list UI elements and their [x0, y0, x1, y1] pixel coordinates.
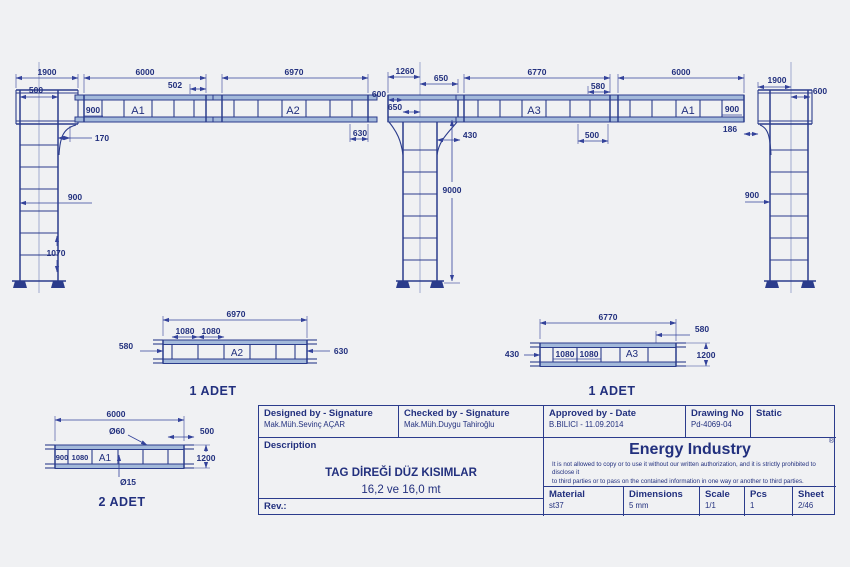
right-column-rungs [770, 150, 808, 260]
dim-det3-1200: 1200 [696, 350, 716, 360]
company-cell [544, 438, 836, 487]
dim-right-900-col: 900 [744, 190, 760, 200]
approved-by-value: B.BILICI - 11.09.2014 [549, 420, 624, 429]
company-name: Energy Industry [629, 441, 751, 458]
dim-det2-1080a: 1080 [175, 326, 195, 336]
dimensions-value: 5 mm [629, 501, 649, 510]
sheet-label: Sheet [798, 489, 824, 500]
revision-cell [259, 499, 544, 516]
scale-label: Scale [705, 489, 730, 500]
approved-by-label: Approved by - Date [549, 408, 637, 419]
registered-trademark-icon: ® [828, 438, 834, 445]
dim-left-6970: 6970 [284, 67, 304, 77]
dim-right-6770: 6770 [527, 67, 547, 77]
material-cell [544, 487, 624, 516]
title-block [258, 405, 835, 515]
dim-right-186: 186 [722, 124, 738, 134]
dim-mid-650-side: 650 [387, 102, 403, 112]
part-label-a2-detail: A2 [230, 348, 244, 359]
designed-by-cell [259, 406, 399, 438]
disclaimer-line1: It is not allowed to copy or to use it without our written authorization, and it is strictly prohibited to disclose it [552, 461, 816, 477]
dim-det2-6970: 6970 [226, 309, 246, 319]
dim-det1-dia15: Ø15 [119, 477, 137, 487]
part-label-a1-right: A1 [681, 105, 695, 117]
right-gantry [456, 62, 827, 293]
detail-a3 [505, 312, 716, 398]
part-label-a3-top: A3 [527, 105, 541, 117]
dim-det1-1200: 1200 [196, 453, 216, 463]
pcs-value: 1 [750, 501, 755, 510]
dim-mid-430: 430 [462, 130, 478, 140]
drawing-no-label: Drawing No [691, 408, 744, 419]
left-gantry [12, 62, 377, 293]
designed-by-label: Designed by - Signature [264, 408, 373, 419]
dim-det1-dia60: Ø60 [108, 426, 126, 436]
dim-det2-1080b: 1080 [201, 326, 221, 336]
quantity-a1: 2 ADET [98, 495, 146, 509]
material-label: Material [549, 489, 585, 500]
dim-right-6000: 6000 [671, 67, 691, 77]
dim-left-900-col: 900 [67, 192, 83, 202]
dim-det3-580: 580 [694, 324, 710, 334]
dim-left-1070: 1070 [46, 248, 66, 258]
checked-by-label: Checked by - Signature [404, 408, 510, 419]
dim-left-6000: 6000 [135, 67, 155, 77]
static-cell [751, 406, 836, 438]
scale-value: 1/1 [705, 501, 716, 510]
detail-a2 [119, 309, 348, 398]
pcs-cell [745, 487, 793, 516]
dim-left-170: 170 [94, 133, 110, 143]
part-label-a3-detail: A3 [625, 349, 639, 360]
pcs-label: Pcs [750, 489, 767, 500]
dim-det3-1080b: 1080 [579, 349, 599, 359]
static-label: Static [756, 408, 782, 419]
dim-det3-6770: 6770 [598, 312, 618, 322]
sheet-cell [793, 487, 836, 516]
drawing-no-value: Pd-4069-04 [691, 420, 732, 429]
dim-right-500: 500 [584, 130, 600, 140]
description-label: Description [264, 440, 317, 451]
dim-left-500: 500 [28, 85, 44, 95]
dim-det1-900: 900 [55, 453, 69, 462]
dim-mid-9000: 9000 [442, 185, 462, 195]
part-label-a1-detail: A1 [98, 453, 112, 464]
sheet-value: 2/46 [798, 501, 814, 510]
designed-by-value: Mak.Müh.Sevinç AÇAR [264, 420, 346, 429]
dim-right-580: 580 [590, 81, 606, 91]
dimensions-cell [624, 487, 700, 516]
dim-left-502: 502 [167, 80, 183, 90]
dim-right-900-beam: 900 [724, 104, 740, 114]
part-label-a1-left: A1 [131, 105, 145, 117]
drawing-no-cell [686, 406, 751, 438]
quantity-a3: 1 ADET [588, 384, 636, 398]
dim-left-900-beam: 900 [85, 105, 101, 115]
scale-cell [700, 487, 745, 516]
disclaimer-line2: to third parties or to pass on the contained information in one way or another to third parties. [552, 477, 804, 485]
dim-det3-430: 430 [504, 349, 520, 359]
dim-det3-1080a: 1080 [555, 349, 575, 359]
dim-mid-650-top: 650 [433, 73, 449, 83]
dim-right-600: 600 [812, 86, 828, 96]
description-line2: 16,2 ve 16,0 mt [361, 484, 441, 497]
dim-left-1900: 1900 [37, 67, 57, 77]
dim-det1-1080: 1080 [71, 453, 89, 462]
part-label-a2-top: A2 [286, 105, 300, 117]
dim-mid-600: 600 [371, 89, 387, 99]
dim-det1-500: 500 [199, 426, 215, 436]
dim-det1-6000: 6000 [106, 409, 126, 419]
checked-by-cell [399, 406, 544, 438]
dimensions-label: Dimensions [629, 489, 683, 500]
dim-det2-630: 630 [333, 346, 349, 356]
dim-mid-1260: 1260 [395, 66, 415, 76]
dim-det2-580: 580 [118, 341, 134, 351]
dim-left-630: 630 [352, 128, 368, 138]
quantity-a2: 1 ADET [189, 384, 237, 398]
description-cell [259, 438, 544, 499]
revision-label: Rev.: [264, 501, 287, 512]
approved-by-cell [544, 406, 686, 438]
description-line1: TAG DİREĞİ DÜZ KISIMLAR [325, 467, 477, 479]
dim-right-1900: 1900 [767, 75, 787, 85]
detail-a1 [45, 409, 216, 509]
checked-by-value: Mak.Müh.Duygu Tahiroğlu [404, 420, 495, 429]
material-value: st37 [549, 501, 564, 510]
